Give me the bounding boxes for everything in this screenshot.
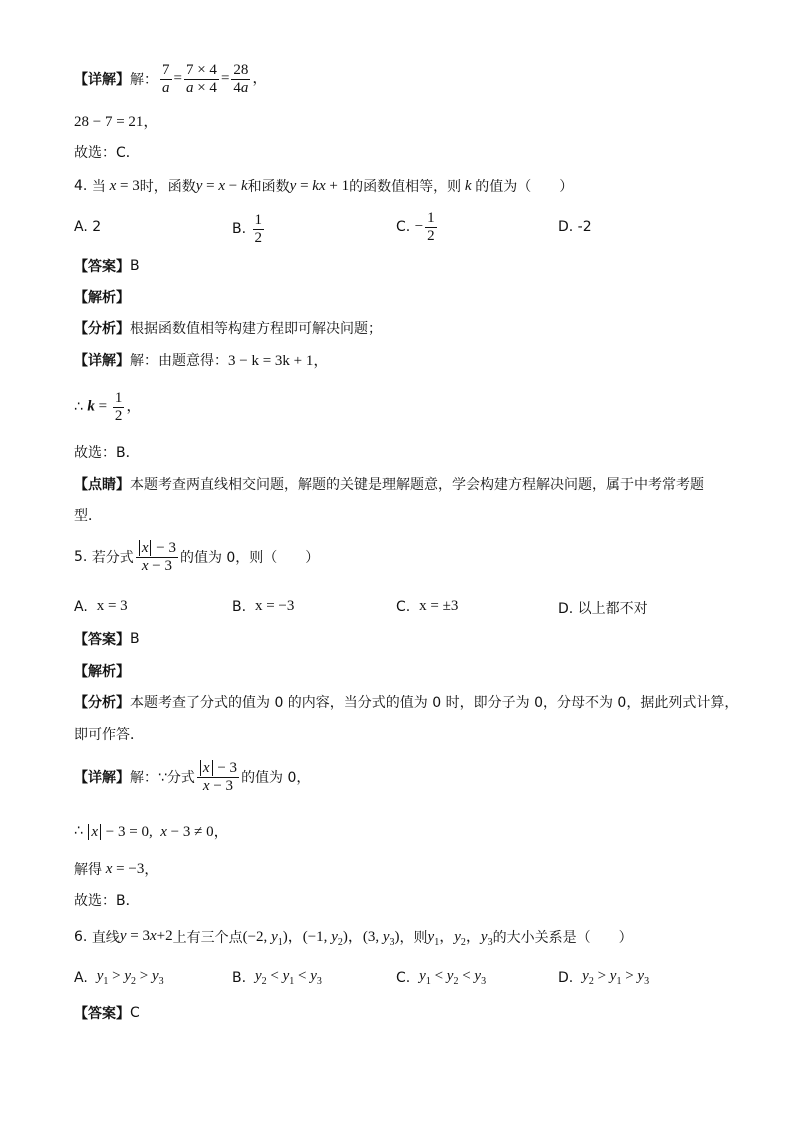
- option-label: C.: [396, 969, 411, 986]
- option-d: D. -2: [558, 219, 592, 235]
- option-label: C.: [396, 598, 411, 615]
- q5-fenxi: [74, 692, 738, 712]
- question-number: 6.: [74, 928, 88, 945]
- option-c: [396, 210, 439, 244]
- solved-text: ，: [144, 862, 159, 878]
- therefore-symbol: ∴: [74, 822, 83, 839]
- option-a: [74, 598, 128, 615]
- math-inline: x = 3: [109, 177, 140, 194]
- math-inline: x = −3: [105, 860, 145, 877]
- option-value: x = −3: [254, 598, 295, 614]
- stem-text: 直线: [91, 929, 120, 946]
- math-inline: (−2, $y_1$)，(−1, $y_2$)，(3, $y_3$): [242, 929, 400, 948]
- option-value: $y_1 > y_2 > y_3$: [96, 968, 164, 987]
- stem-text: 若分式: [91, 550, 134, 566]
- stem-text: 的值为 0，则（ ）: [179, 550, 320, 566]
- option-a: [74, 968, 164, 987]
- q5-therefore: [74, 820, 229, 841]
- stem-text: 上有三个点: [172, 929, 243, 946]
- option-label: B.: [232, 221, 247, 237]
- dianjing-label: 【点睛】: [74, 477, 130, 493]
- option-d: D. 以上都不对: [558, 601, 648, 617]
- therefore-symbol: ∴: [74, 399, 83, 415]
- fenxi-label: 【分析】: [74, 695, 130, 711]
- q3-conclusion: 故选：C．: [74, 145, 140, 161]
- q5-solved: [74, 859, 158, 879]
- option-value: $y_2 < y_1 < y_3$: [254, 968, 322, 987]
- q6-answer: [74, 1003, 140, 1023]
- q5-answer: [74, 629, 140, 649]
- stem-text: 时，函数: [139, 179, 196, 195]
- answer-value: B: [130, 631, 140, 647]
- detail-lead: 解：: [130, 72, 158, 88]
- stem-text: 的值为（ ）: [475, 179, 574, 195]
- option-label: A.: [74, 598, 88, 615]
- answer-value: C: [130, 1005, 140, 1021]
- option-value: $y_1 < y_2 < y_3$: [419, 968, 487, 987]
- option-label: C.: [396, 219, 411, 235]
- fenxi-text: 根据函数值相等构建方程即可解决问题；: [130, 321, 382, 337]
- stem-text: 当: [91, 179, 106, 195]
- option-label: D.: [558, 969, 574, 986]
- option-value: x = ±3: [419, 598, 459, 614]
- q3-eq-line: 28 − 7 = 21，: [74, 114, 159, 130]
- option-a: A. 2: [74, 219, 102, 235]
- q5-conclusion: 故选：B．: [74, 893, 140, 909]
- math-inline: x − 3 = 0, x − 3 ≠ 0，: [87, 820, 228, 841]
- answer-label: 【答案】: [74, 632, 130, 648]
- option-d: [558, 968, 649, 987]
- math-inline: k: [461, 177, 476, 194]
- answer-label: 【答案】: [74, 259, 130, 275]
- answer-value: B: [130, 258, 140, 274]
- question-number: 5.: [74, 549, 88, 565]
- q4-answer: [74, 256, 140, 276]
- q4-therefore: [74, 390, 141, 424]
- q4-detail: [74, 349, 328, 370]
- q4-analysis-label: 【解析】: [74, 290, 130, 306]
- q4-stem: [74, 176, 573, 196]
- fenxi-text: 本题考查了分式的值为 0 的内容，当分式的值为 0 时，即分子为 0，分母不为 0，据此列式计算，: [130, 695, 739, 711]
- option-b: [232, 212, 266, 246]
- option-b: [232, 968, 322, 987]
- option-label: B.: [232, 598, 247, 615]
- option-label: B.: [232, 969, 247, 986]
- math-inline: y = x − k: [195, 177, 248, 194]
- q3-detail-line: [74, 62, 267, 96]
- math-inline: − $\frac{1}{2}$: [414, 210, 435, 244]
- option-c: [396, 598, 458, 615]
- fraction-equation: $\frac{7}{a}$ = $\frac{7 \times 4}{a \times 4}$ = $\frac{28}{4a}$ ，: [162, 62, 268, 96]
- q5-stem: [74, 540, 319, 574]
- stem-text: 的大小关系是（ ）: [492, 929, 633, 946]
- q4-fenxi: [74, 318, 382, 338]
- option-value: $y_2 > y_1 > y_3$: [582, 968, 650, 987]
- q5-detail: [74, 760, 310, 794]
- question-number: 4.: [74, 178, 88, 194]
- detail-label: 【详解】: [74, 770, 130, 786]
- q4-dianjing-cont: 型．: [74, 508, 102, 524]
- option-label: A.: [74, 969, 88, 986]
- math-inline: y = 3x+2: [119, 928, 173, 944]
- stem-text: 和函数: [247, 179, 290, 195]
- stem-text: ，则: [399, 929, 428, 946]
- dianjing-text: 本题考查两直线相交问题，解题的关键是理解题意，学会构建方程解决问题，属于中考常考题: [130, 477, 704, 493]
- answer-label: 【答案】: [74, 1006, 130, 1022]
- option-value: x = 3: [96, 598, 128, 614]
- q4-dianjing: [74, 474, 704, 494]
- math-inline: k = $\frac{1}{2}$ ，: [87, 390, 142, 424]
- q4-conclusion: 故选：B．: [74, 445, 140, 461]
- fenxi-label: 【分析】: [74, 321, 130, 337]
- solved-text: 解得: [74, 862, 102, 878]
- q5-fenxi-cont: 即可作答．: [74, 727, 144, 743]
- stem-text: 的函数值相等，则: [349, 179, 462, 195]
- detail-label: 【详解】: [74, 352, 130, 369]
- option-b: [232, 598, 294, 615]
- math-inline: y = kx + 1: [289, 177, 350, 194]
- math-inline: 3 − k = 3k + 1，: [228, 353, 329, 369]
- option-c: [396, 968, 486, 987]
- detail-text: 解：由题意得：: [130, 352, 228, 369]
- q6-stem: [74, 925, 633, 948]
- detail-text: 解：∵分式: [130, 770, 195, 786]
- math-inline: $y_1$，$y_2$，$y_3$: [427, 929, 493, 948]
- q5-analysis-label: 【解析】: [74, 664, 130, 680]
- detail-text: 的值为 0，: [241, 770, 311, 786]
- fraction: $\frac{x - 3}{x - 3}$: [197, 760, 239, 794]
- detail-label: 【详解】: [74, 72, 130, 88]
- fraction: $\frac{x - 3}{x - 3}$: [136, 540, 178, 574]
- fraction: $\frac{1}{2}$: [254, 212, 263, 246]
